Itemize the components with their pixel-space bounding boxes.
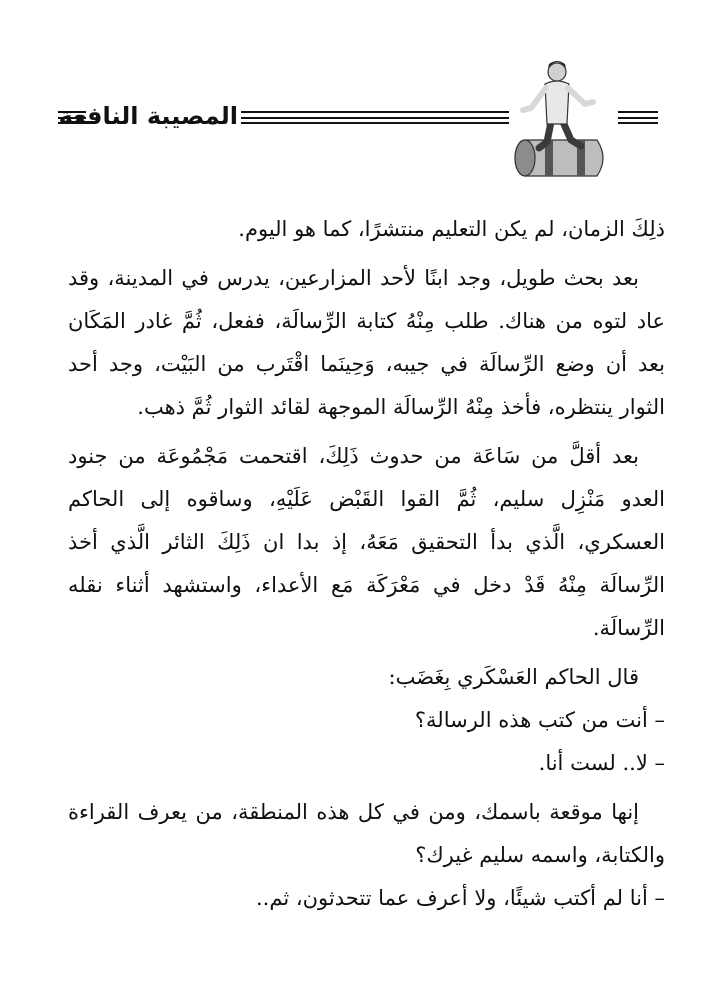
chapter-title: المصيبة النافعة [58, 102, 238, 130]
dialogue-line: – أنا لم أكتب شيئًا، ولا أعرف عما تتحدثون، ثم.. [256, 886, 665, 910]
paragraph: ذلِكَ الزمان، لم يكن التعليم منتشرًا، كما هو اليوم. [238, 217, 665, 241]
paragraph: بعد بحث طويل، وجد ابنًا لأحد المزارعين، يدرس في المدينة، وقد عاد لتوه من هناك. طلب مِنْهُ كتابة الرِّسالَة، ففعل، ثُمَّ غادر المَكَان بعد أن وضع الرِّسالَة في جيبه، وَحِينَما اقْتَرب من البَيْت، وجد أحد الثوار ينتظره، فأخذ مِنْهُ الرِّسالَة الموجهة لقائد الثوار ثُمَّ ذهب. [68, 266, 665, 419]
story-text [68, 208, 665, 920]
page-header [0, 0, 720, 190]
dialogue-line: – لا.. لست أنا. [538, 751, 665, 775]
paragraph: قال الحاكم العَسْكَري بِغَضَب: [388, 665, 639, 689]
paragraph: بعد أقلَّ من سَاعَة من حدوث ذَلِكَ، اقتحمت مَجْمُوعَة من جنود العدو مَنْزِل سليم، ثُمَّ القوا القَبْض عَلَيْهِ، وساقوه إلى الحاكم العسكري، الَّذي بدأ التحقيق مَعَهُ، إذ بدا ان ذَلِكَ الثائر الَّذي أخذ الرِّسالَة مِنْهُ قَدْ دخل في مَعْرَكَة مَع الأعداء، واستشهد أثناء نقله الرِّسالَة. [68, 444, 665, 640]
title-rule-center [241, 111, 509, 124]
paragraph: إنها موقعة باسمك، ومن في كل هذه المنطقة، من يعرف القراءة والكتابة، واسمه سليم غيرك؟ [68, 800, 665, 867]
title-rule-right [618, 111, 658, 124]
man-on-barrel-illustration [505, 48, 615, 180]
dialogue-line: – أنت من كتب هذه الرسالة؟ [414, 708, 665, 732]
